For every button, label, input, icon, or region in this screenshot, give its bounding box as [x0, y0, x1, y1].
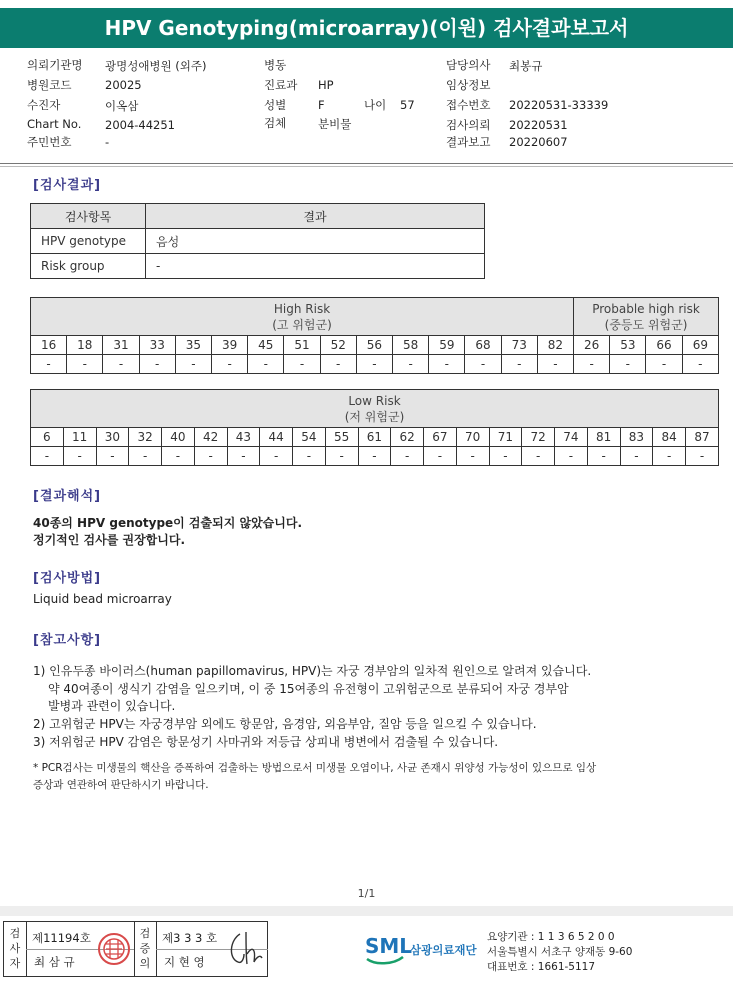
genotype-result-cell: -: [293, 447, 326, 466]
genotype-result-cell: -: [260, 447, 293, 466]
chart-value: 2004-44251: [105, 118, 175, 132]
low-risk-header: [31, 390, 719, 428]
genotype-result-cell: -: [325, 447, 358, 466]
age-label: 나이: [364, 98, 387, 112]
genotype-cell: 83: [620, 428, 653, 447]
table-row: [31, 229, 485, 254]
info-divider-thin: [0, 166, 733, 167]
genotype-cell: 84: [653, 428, 686, 447]
examinee-label: 수진자: [27, 98, 61, 112]
genotype-result-cell: -: [489, 447, 522, 466]
col-result-header: 결과: [146, 204, 485, 229]
high-risk-title: High Risk: [273, 301, 331, 316]
genotype-cell: 42: [194, 428, 227, 447]
genotype-result-cell: -: [96, 447, 129, 466]
genotype-result-cell: -: [391, 447, 424, 466]
page-number: 1/1: [357, 887, 376, 900]
specimen-value: 분비물: [318, 117, 352, 131]
chart-label: Chart No.: [27, 117, 82, 131]
high-risk-subtitle: (고 위험군): [272, 317, 332, 332]
row-result: 음성: [146, 229, 485, 254]
genotype-cell: 71: [489, 428, 522, 447]
genotype-cell: 70: [456, 428, 489, 447]
genotype-cell: 30: [96, 428, 129, 447]
genotype-result-cell: -: [465, 355, 501, 374]
genotype-cell: 73: [501, 336, 537, 355]
genotype-result-cell: -: [393, 355, 429, 374]
genotype-result-cell: -: [501, 355, 537, 374]
genotype-cell: 56: [356, 336, 392, 355]
ward-label: 병동: [264, 58, 287, 72]
genotype-result-cell: -: [31, 447, 64, 466]
vertical-label-text: 검 증 의: [139, 927, 151, 970]
genotype-result-cell: -: [63, 447, 96, 466]
genotype-cell: 55: [325, 428, 358, 447]
request-value: 20220531: [509, 118, 568, 132]
institution-name: 삼광의료재단: [410, 943, 477, 957]
sml-logo: [363, 929, 487, 975]
dept-label: 진료과: [264, 78, 298, 92]
doctor-label: 담당의사: [446, 58, 491, 72]
genotype-cell: 6: [31, 428, 64, 447]
genotype-result-cell: -: [456, 447, 489, 466]
genotype-result-cell: -: [424, 447, 457, 466]
genotype-result-cell: -: [103, 355, 139, 374]
genotype-cell: 43: [227, 428, 260, 447]
table-row: [31, 254, 485, 279]
genotype-result-cell: -: [284, 355, 320, 374]
genotype-cell: 44: [260, 428, 293, 447]
method-heading: [검사방법]: [33, 571, 102, 586]
hospital-label: 의뢰기관명: [27, 58, 83, 72]
genotype-result-cell: -: [682, 355, 718, 374]
vertical-label-text: 검 사 자: [9, 927, 21, 970]
receipt-value: 20220531-33339: [509, 98, 609, 112]
note-2: 2) 고위험군 HPV는 자궁경부암 외에도 항문암, 음경암, 외음부암, 질암 등을 일으킬 수 있습니다.: [33, 717, 537, 731]
method-text: Liquid bead microarray: [33, 592, 172, 606]
low-risk-title: Low Risk: [348, 393, 401, 408]
genotype-result-cell: -: [574, 355, 610, 374]
verifier-license: 제3 3 3 호: [162, 931, 218, 945]
row-item: Risk group: [31, 254, 146, 279]
genotype-result-cell: -: [587, 447, 620, 466]
genotype-result-cell: -: [358, 447, 391, 466]
institution-code: 요양기관 : 1 1 3 6 5 2 0 0: [487, 931, 615, 943]
genotype-result-cell: -: [139, 355, 175, 374]
genotype-cell: 68: [465, 336, 501, 355]
genotype-cell: 58: [393, 336, 429, 355]
interpretation-line2: 정기적인 검사를 권장합니다.: [33, 533, 186, 547]
report-label: 결과보고: [446, 135, 491, 149]
age-value: 57: [400, 98, 415, 112]
genotype-cell: 67: [424, 428, 457, 447]
genotype-result-cell: -: [653, 447, 686, 466]
id-value: -: [105, 135, 110, 149]
result-table: [30, 203, 485, 279]
probable-risk-header: [574, 298, 719, 336]
genotype-cell: 87: [686, 428, 719, 447]
genotype-cell: 81: [587, 428, 620, 447]
genotype-result-cell: -: [686, 447, 719, 466]
interpretation-line1: 40종의 HPV genotype이 검출되지 않았습니다.: [33, 516, 303, 530]
genotype-result-cell: -: [129, 447, 162, 466]
genotype-cell: 59: [429, 336, 465, 355]
genotype-cell: 51: [284, 336, 320, 355]
pcr-note-1: * PCR검사는 미생물의 핵산을 증폭하여 검출하는 방법으로서 미생물 오염이나, 사균 존재시 위양성 가능성이 있으므로 임상: [33, 762, 597, 774]
genotype-result-cell: -: [610, 355, 646, 374]
genotype-cell: 45: [248, 336, 284, 355]
high-risk-header: [31, 298, 574, 336]
genotype-result-cell: -: [320, 355, 356, 374]
receipt-label: 접수번호: [446, 98, 491, 112]
genotype-result-cell: -: [248, 355, 284, 374]
info-divider: [0, 163, 733, 164]
verifier-name: 지 현 영: [164, 955, 205, 969]
signature-box: [3, 921, 268, 977]
examiner-seal: [96, 930, 132, 972]
low-risk-subtitle: (저 위험군): [344, 409, 405, 424]
genotype-result-cell: -: [162, 447, 195, 466]
verifier-signature: [226, 928, 264, 974]
sex-value: F: [318, 98, 325, 112]
genotype-cell: 52: [320, 336, 356, 355]
verifier-label: [135, 926, 155, 971]
genotype-result-cell: -: [194, 447, 227, 466]
genotype-result-cell: -: [175, 355, 211, 374]
doctor-value: 최봉규: [509, 59, 543, 73]
report-value: 20220607: [509, 135, 568, 149]
genotype-cell: 53: [610, 336, 646, 355]
examiner-license: 제11194호: [32, 931, 91, 945]
genotype-cell: 33: [139, 336, 175, 355]
genotype-result-cell: -: [31, 355, 67, 374]
genotype-cell: 31: [103, 336, 139, 355]
genotype-result-cell: -: [646, 355, 682, 374]
logo-text: SML: [365, 934, 413, 958]
genotype-result-cell: -: [620, 447, 653, 466]
genotype-cell: 35: [175, 336, 211, 355]
genotype-cell: 16: [31, 336, 67, 355]
genotype-cell: 66: [646, 336, 682, 355]
row-result: -: [146, 254, 485, 279]
id-label: 주민번호: [27, 135, 72, 149]
note-1a: 1) 인유두종 바이러스(human papillomavirus, HPV)는 자궁 경부암의 일차적 원인으로 알려져 있습니다.: [33, 664, 592, 678]
institution-address: 서울특별시 서초구 양재동 9-60: [487, 946, 633, 958]
code-value: 20025: [105, 78, 142, 92]
high-risk-table: [30, 297, 719, 374]
genotype-cell: 82: [537, 336, 573, 355]
genotype-cell: 11: [63, 428, 96, 447]
genotype-cell: 72: [522, 428, 555, 447]
examinee-value: 이옥삼: [105, 99, 139, 113]
probable-risk-title: Probable high risk: [592, 301, 700, 316]
sex-label: 성별: [264, 98, 287, 112]
examiner-name: 최 삼 규: [34, 955, 75, 969]
genotype-cell: 69: [682, 336, 718, 355]
genotype-cell: 32: [129, 428, 162, 447]
report-title: HPV Genotyping(microarray)(이원) 검사결과보고서: [0, 8, 733, 48]
row-item: HPV genotype: [31, 229, 146, 254]
examiner-label: [5, 926, 25, 971]
notes-heading: [참고사항]: [33, 633, 102, 648]
genotype-result-cell: -: [67, 355, 103, 374]
hospital-value: 광명성애병원 (외주): [105, 59, 207, 73]
code-label: 병원코드: [27, 78, 72, 92]
genotype-cell: 26: [574, 336, 610, 355]
col-item-header: 검사항목: [31, 204, 146, 229]
probable-risk-subtitle: (중등도 위험군): [604, 317, 688, 332]
interpretation-heading: [결과해석]: [33, 489, 102, 504]
genotype-result-cell: -: [227, 447, 260, 466]
footer-bar: [0, 906, 733, 916]
genotype-cell: 74: [555, 428, 588, 447]
genotype-result-cell: -: [522, 447, 555, 466]
genotype-cell: 62: [391, 428, 424, 447]
genotype-cell: 61: [358, 428, 391, 447]
low-risk-table: [30, 389, 719, 466]
note-1b: 약 40여종이 생식기 감염을 일으키며, 이 중 15여종의 유전형이 고위험군으로 분류되어 자궁 경부암: [48, 682, 569, 696]
genotype-cell: 40: [162, 428, 195, 447]
specimen-label: 검체: [264, 116, 287, 130]
genotype-cell: 39: [212, 336, 248, 355]
genotype-result-cell: -: [537, 355, 573, 374]
genotype-cell: 54: [293, 428, 326, 447]
note-3: 3) 저위험군 HPV 감염은 항문성기 사마귀와 저등급 상피내 병변에서 검출될 수 있습니다.: [33, 735, 499, 749]
genotype-result-cell: -: [555, 447, 588, 466]
request-label: 검사의뢰: [446, 118, 491, 132]
genotype-result-cell: -: [212, 355, 248, 374]
result-heading: [검사결과]: [33, 178, 102, 193]
genotype-result-cell: -: [429, 355, 465, 374]
genotype-result-cell: -: [356, 355, 392, 374]
note-1c: 발병과 관련이 있습니다.: [48, 699, 176, 713]
genotype-cell: 18: [67, 336, 103, 355]
pcr-note-2: 증상과 연관하여 판단하시기 바랍니다.: [33, 779, 209, 791]
clinical-label: 임상정보: [446, 78, 491, 92]
institution-phone: 대표번호 : 1661-5117: [487, 961, 596, 973]
dept-value: HP: [318, 78, 334, 92]
